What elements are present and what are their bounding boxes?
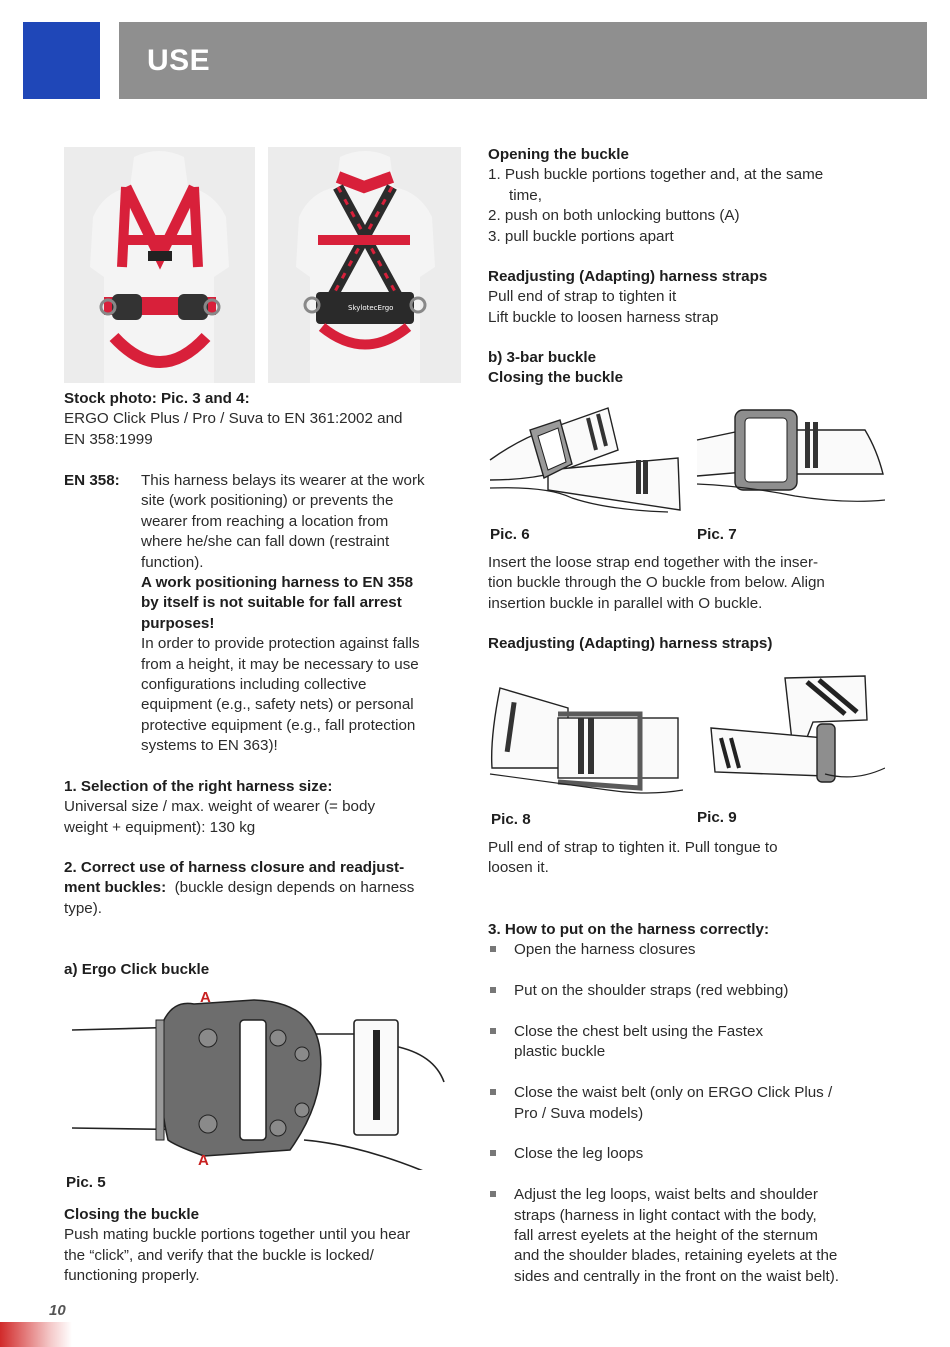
puton-section <box>488 920 908 1287</box>
readjust2-heading: Readjusting (Adapting) harness straps) <box>488 635 773 652</box>
size-line: Universal size / max. weight of wearer (= body <box>64 798 376 816</box>
closure-section <box>64 858 469 919</box>
pic8-illustration <box>488 678 683 803</box>
size-section <box>64 777 464 838</box>
en358-line: In order to provide protection against falls <box>141 635 420 653</box>
opening-line: 3. pull buckle portions apart <box>488 227 674 245</box>
list-item-text: fall arrest eyelets at the height of the sternum <box>514 1227 818 1245</box>
readjust-line: Pull end of strap to tighten it <box>488 288 677 306</box>
en358-warning-line: by itself is not suitable for fall arrest <box>141 594 402 612</box>
pic8-label: Pic. 8 <box>491 811 531 828</box>
pic9-label: Pic. 9 <box>697 809 737 826</box>
en358-line: function). <box>141 553 204 571</box>
list-item-text: Put on the shoulder straps (red webbing) <box>514 982 789 1000</box>
opening-line: 2. push on both unlocking buttons (A) <box>488 207 740 225</box>
closure-heading: 2. Correct use of harness closure and readjust- <box>64 859 405 876</box>
closure-heading-cont: ment buckles: <box>64 879 167 897</box>
insert-line: Insert the loose strap end together with the inser- <box>488 554 819 571</box>
page-number: 10 <box>49 1302 66 1319</box>
button-a-label-bottom: A <box>198 1152 209 1169</box>
closure-note: (buckle design depends on harness <box>174 879 415 897</box>
stock-caption-title: Stock photo: Pic. 3 and 4: <box>64 390 250 407</box>
page-title: USE <box>147 44 211 77</box>
en358-line: configurations including collective <box>141 676 367 694</box>
bullet-square-icon <box>490 1191 496 1197</box>
opening-line: 1. Push buckle portions together and, at the same <box>488 166 824 184</box>
header-bar <box>119 22 927 99</box>
harness-back-photo <box>268 147 461 383</box>
bullet-square-icon <box>490 987 496 993</box>
ergo-click-buckle-illustration <box>64 990 464 1170</box>
pic7-illustration <box>695 400 885 518</box>
bullet-square-icon <box>490 946 496 952</box>
pic5-label: Pic. 5 <box>66 1174 106 1191</box>
threebar-section <box>488 348 898 389</box>
en358-line: protective equipment (e.g., fall protection <box>141 716 416 734</box>
readjust-heading: Readjusting (Adapting) harness straps <box>488 268 768 285</box>
list-item-text: plastic buckle <box>514 1043 606 1061</box>
en358-line: from a height, it may be necessary to use <box>141 655 419 673</box>
pic6-label: Pic. 6 <box>490 526 530 543</box>
en358-line: This harness belays its wearer at the work <box>141 472 425 489</box>
list-item-text: sides and centrally in the front on the waist belt). <box>514 1267 840 1285</box>
en358-line: wearer from reaching a location from <box>141 512 389 530</box>
list-item-text: and the shoulder blades, retaining eyelets at the <box>514 1247 838 1265</box>
size-heading: 1. Selection of the right harness size: <box>64 778 333 795</box>
en358-line: systems to EN 363)! <box>141 737 278 755</box>
list-item-text: Open the harness closures <box>514 941 696 959</box>
pull-instructions <box>488 838 908 879</box>
en358-warning-line: purposes! <box>141 614 215 632</box>
list-item-text: Close the leg loops <box>514 1145 644 1163</box>
en358-warning-line: A work positioning harness to EN 358 <box>141 574 414 592</box>
en358-line: equipment (e.g., safety nets) or personal <box>141 696 414 714</box>
opening-line: time, <box>509 186 542 204</box>
closing-section <box>64 1205 469 1287</box>
list-item <box>488 940 908 960</box>
en358-label: EN 358: <box>64 472 120 489</box>
pic9-illustration <box>695 668 885 798</box>
list-item-text: Adjust the leg loops, waist belts and shoulder <box>514 1186 818 1204</box>
stock-caption-line: ERGO Click Plus / Pro / Suva to EN 361:2002 and <box>64 410 403 428</box>
list-item <box>488 1185 908 1287</box>
closing-line: Push mating buckle portions together until you hear <box>64 1226 411 1244</box>
list-item-text: Close the waist belt (only on ERGO Click Plus / <box>514 1084 833 1102</box>
en358-line: where he/she can fall down (restraint <box>141 533 390 551</box>
en358-text <box>141 471 471 757</box>
pull-line: loosen it. <box>488 859 549 877</box>
insert-line: tion buckle through the O buckle from below. Align <box>488 574 825 592</box>
list-item <box>488 1022 908 1063</box>
closure-note-end: type). <box>64 899 102 917</box>
threebar-subheading: Closing the buckle <box>488 369 624 387</box>
list-item <box>488 1144 908 1164</box>
list-item-text: straps (harness in light contact with the body, <box>514 1206 817 1224</box>
header-blue-block <box>23 22 100 99</box>
list-item <box>488 1083 908 1124</box>
threebar-heading: b) 3-bar buckle <box>488 349 597 366</box>
belt-logo-text: SkylotecErgo <box>348 304 394 312</box>
pic7-label: Pic. 7 <box>697 526 737 543</box>
page-footer-accent <box>0 1322 72 1347</box>
pull-line: Pull end of strap to tighten it. Pull tongue to <box>488 839 778 856</box>
stock-caption <box>64 389 464 450</box>
insert-instructions <box>488 553 908 614</box>
size-line: weight + equipment): 130 kg <box>64 818 256 836</box>
readjust-line: Lift buckle to loosen harness strap <box>488 308 719 326</box>
readjust-section <box>488 267 898 328</box>
insert-line: insertion buckle in parallel with O buckle. <box>488 594 763 612</box>
bullet-square-icon <box>490 1089 496 1095</box>
puton-heading: 3. How to put on the harness correctly: <box>488 921 770 938</box>
list-item-text: Pro / Suva models) <box>514 1104 644 1122</box>
button-a-label-top: A <box>200 989 211 1006</box>
harness-front-photo <box>64 147 255 383</box>
closing-line: the “click”, and verify that the buckle is locked/ <box>64 1246 374 1264</box>
closing-line: functioning properly. <box>64 1267 200 1285</box>
pic6-illustration <box>488 400 683 518</box>
opening-section <box>488 145 898 247</box>
en358-line: site (work positioning) or prevents the <box>141 492 394 510</box>
bullet-square-icon <box>490 1028 496 1034</box>
list-item <box>488 981 908 1001</box>
list-item-text: Close the chest belt using the Fastex <box>514 1023 764 1040</box>
opening-heading: Opening the buckle <box>488 146 629 163</box>
bullet-square-icon <box>490 1150 496 1156</box>
closing-heading: Closing the buckle <box>64 1206 200 1223</box>
stock-caption-line: EN 358:1999 <box>64 430 153 448</box>
ergo-click-heading: a) Ergo Click buckle <box>64 961 210 978</box>
